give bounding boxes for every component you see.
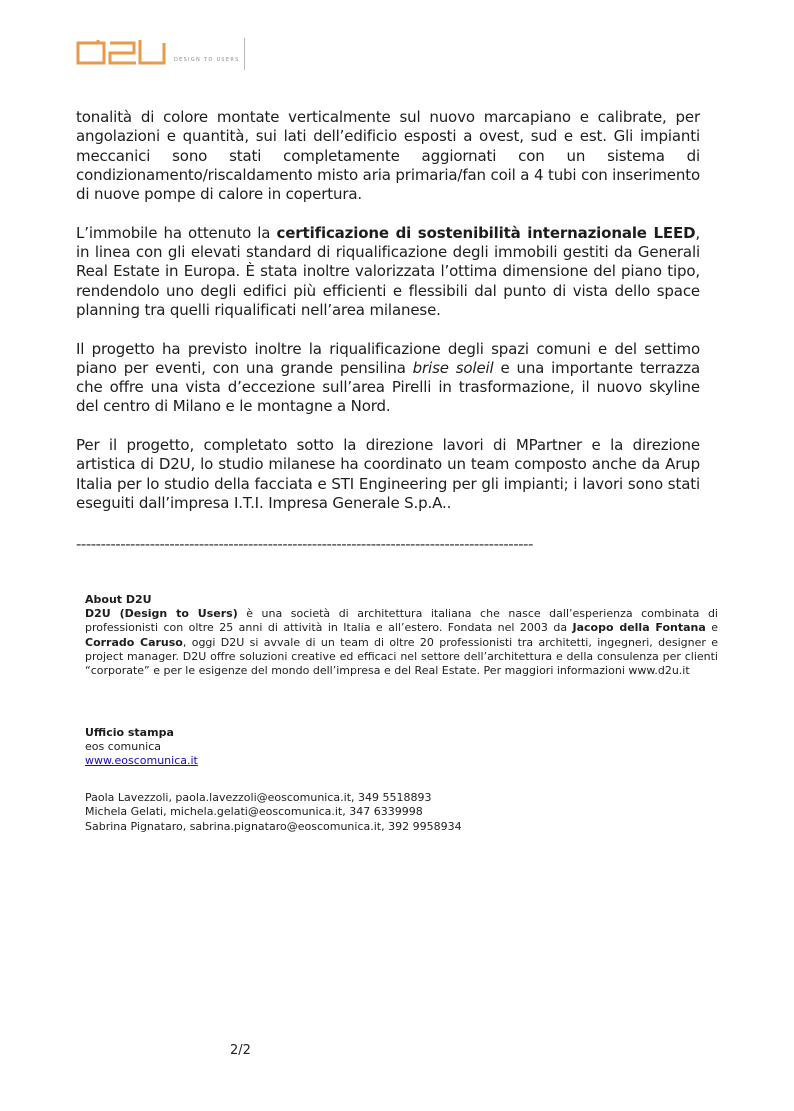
page-number: 2/2 (230, 1043, 251, 1058)
company-name: D2U (Design to Users) (85, 607, 238, 621)
d2u-logo (76, 40, 168, 66)
dashed-divider: --------------------------------------------------------------------------------------------- (76, 535, 533, 553)
about-section (85, 593, 718, 678)
text: e (705, 621, 719, 635)
agency-name: eos comunica (85, 740, 162, 754)
text: è una società di architettura italiana che nasce dall’esperienza combinata di professionisti con oltre 25 anni di attività in Italia e all’estero. Fondata nel 2003 da (85, 607, 718, 635)
about-heading: About D2U (85, 593, 152, 606)
logo-tagline: DESIGN TO USERS (174, 57, 240, 63)
text: , in linea con gli elevati standard di riqualificazione degli immobili gestiti da Generali Real Estate in Europa. È stata inoltre valorizzata l’ottima dimensione del piano tipo, rendendolo uno degli edifici più efficienti e flessibili dal punto di vista dello space planning tra quelli riqualificati nell’area milanese. (76, 223, 701, 319)
paragraph-facade: tonalità di colore montate verticalmente sul nuovo marcapiano e calibrate, per angolazioni e quantità, sui lati dell’edificio esposti a ovest, sud e est. Gli impianti meccanici sono stati completamente aggiornati con un sistema di condizionamento/riscaldamento misto aria primaria/fan coil a 4 tubi con inserimento di nuove pompe di calore in copertura. (76, 108, 700, 204)
press-office-heading: Ufficio stampa (85, 726, 174, 739)
leed-certification: certificazione di sostenibilità internazionale LEED (276, 223, 696, 242)
paragraph-project-team: Per il progetto, completato sotto la direzione lavori di MPartner e la direzione artistica di D2U, lo studio milanese ha coordinato un team composto anche da Arup Italia per lo studio della facciata e STI Engineering per gli impianti; i lavori sono stati eseguiti dall’impresa I.T.I. Impresa Generale S.p.A.. (76, 436, 700, 512)
agency-website-link[interactable]: www.eoscomunica.it (85, 754, 198, 768)
text: L’immobile ha ottenuto la (76, 223, 277, 242)
press-release-body (76, 108, 700, 533)
contact-item: Sabrina Pignataro, sabrina.pignataro@eoscomunica.it, 392 9958934 (85, 820, 462, 834)
text: e una importante terrazza che offre una vista d’eccezione sull’area Pirelli in trasformazione, il nuovo skyline del centro di Milano e le montagne a Nord. (76, 358, 700, 416)
text: Il progetto ha previsto inoltre la riqualificazione degli spazi comuni e del settimo piano per eventi, con una grande pensilina (76, 339, 700, 377)
paragraph-terrace (76, 340, 700, 417)
press-office-section (85, 726, 585, 835)
header-divider (244, 38, 245, 70)
founder-name: Corrado Caruso (85, 635, 183, 649)
contact-item: Michela Gelati, michela.gelati@eoscomunica.it, 347 6339998 (85, 805, 423, 819)
page-header (76, 38, 276, 72)
brise-soleil-term: brise soleil (412, 358, 494, 377)
contact-item: Paola Lavezzoli, paola.lavezzoli@eoscomunica.it, 349 5518893 (85, 790, 432, 804)
founder-name: Jacopo della Fontana (572, 621, 706, 635)
contact-list (85, 791, 585, 835)
paragraph-leed (76, 224, 700, 320)
text: , oggi D2U si avvale di un team di oltre 20 professionisti tra architetti, ingegneri, designer e project manager. D2U offre soluzioni creative ed efficaci nel settore dell’architettura e della consulenza per clienti “corporate” e per le esigenze del mondo dell’impresa e del Real Estate. Per maggiori informazioni www.d2u.it (85, 635, 718, 678)
